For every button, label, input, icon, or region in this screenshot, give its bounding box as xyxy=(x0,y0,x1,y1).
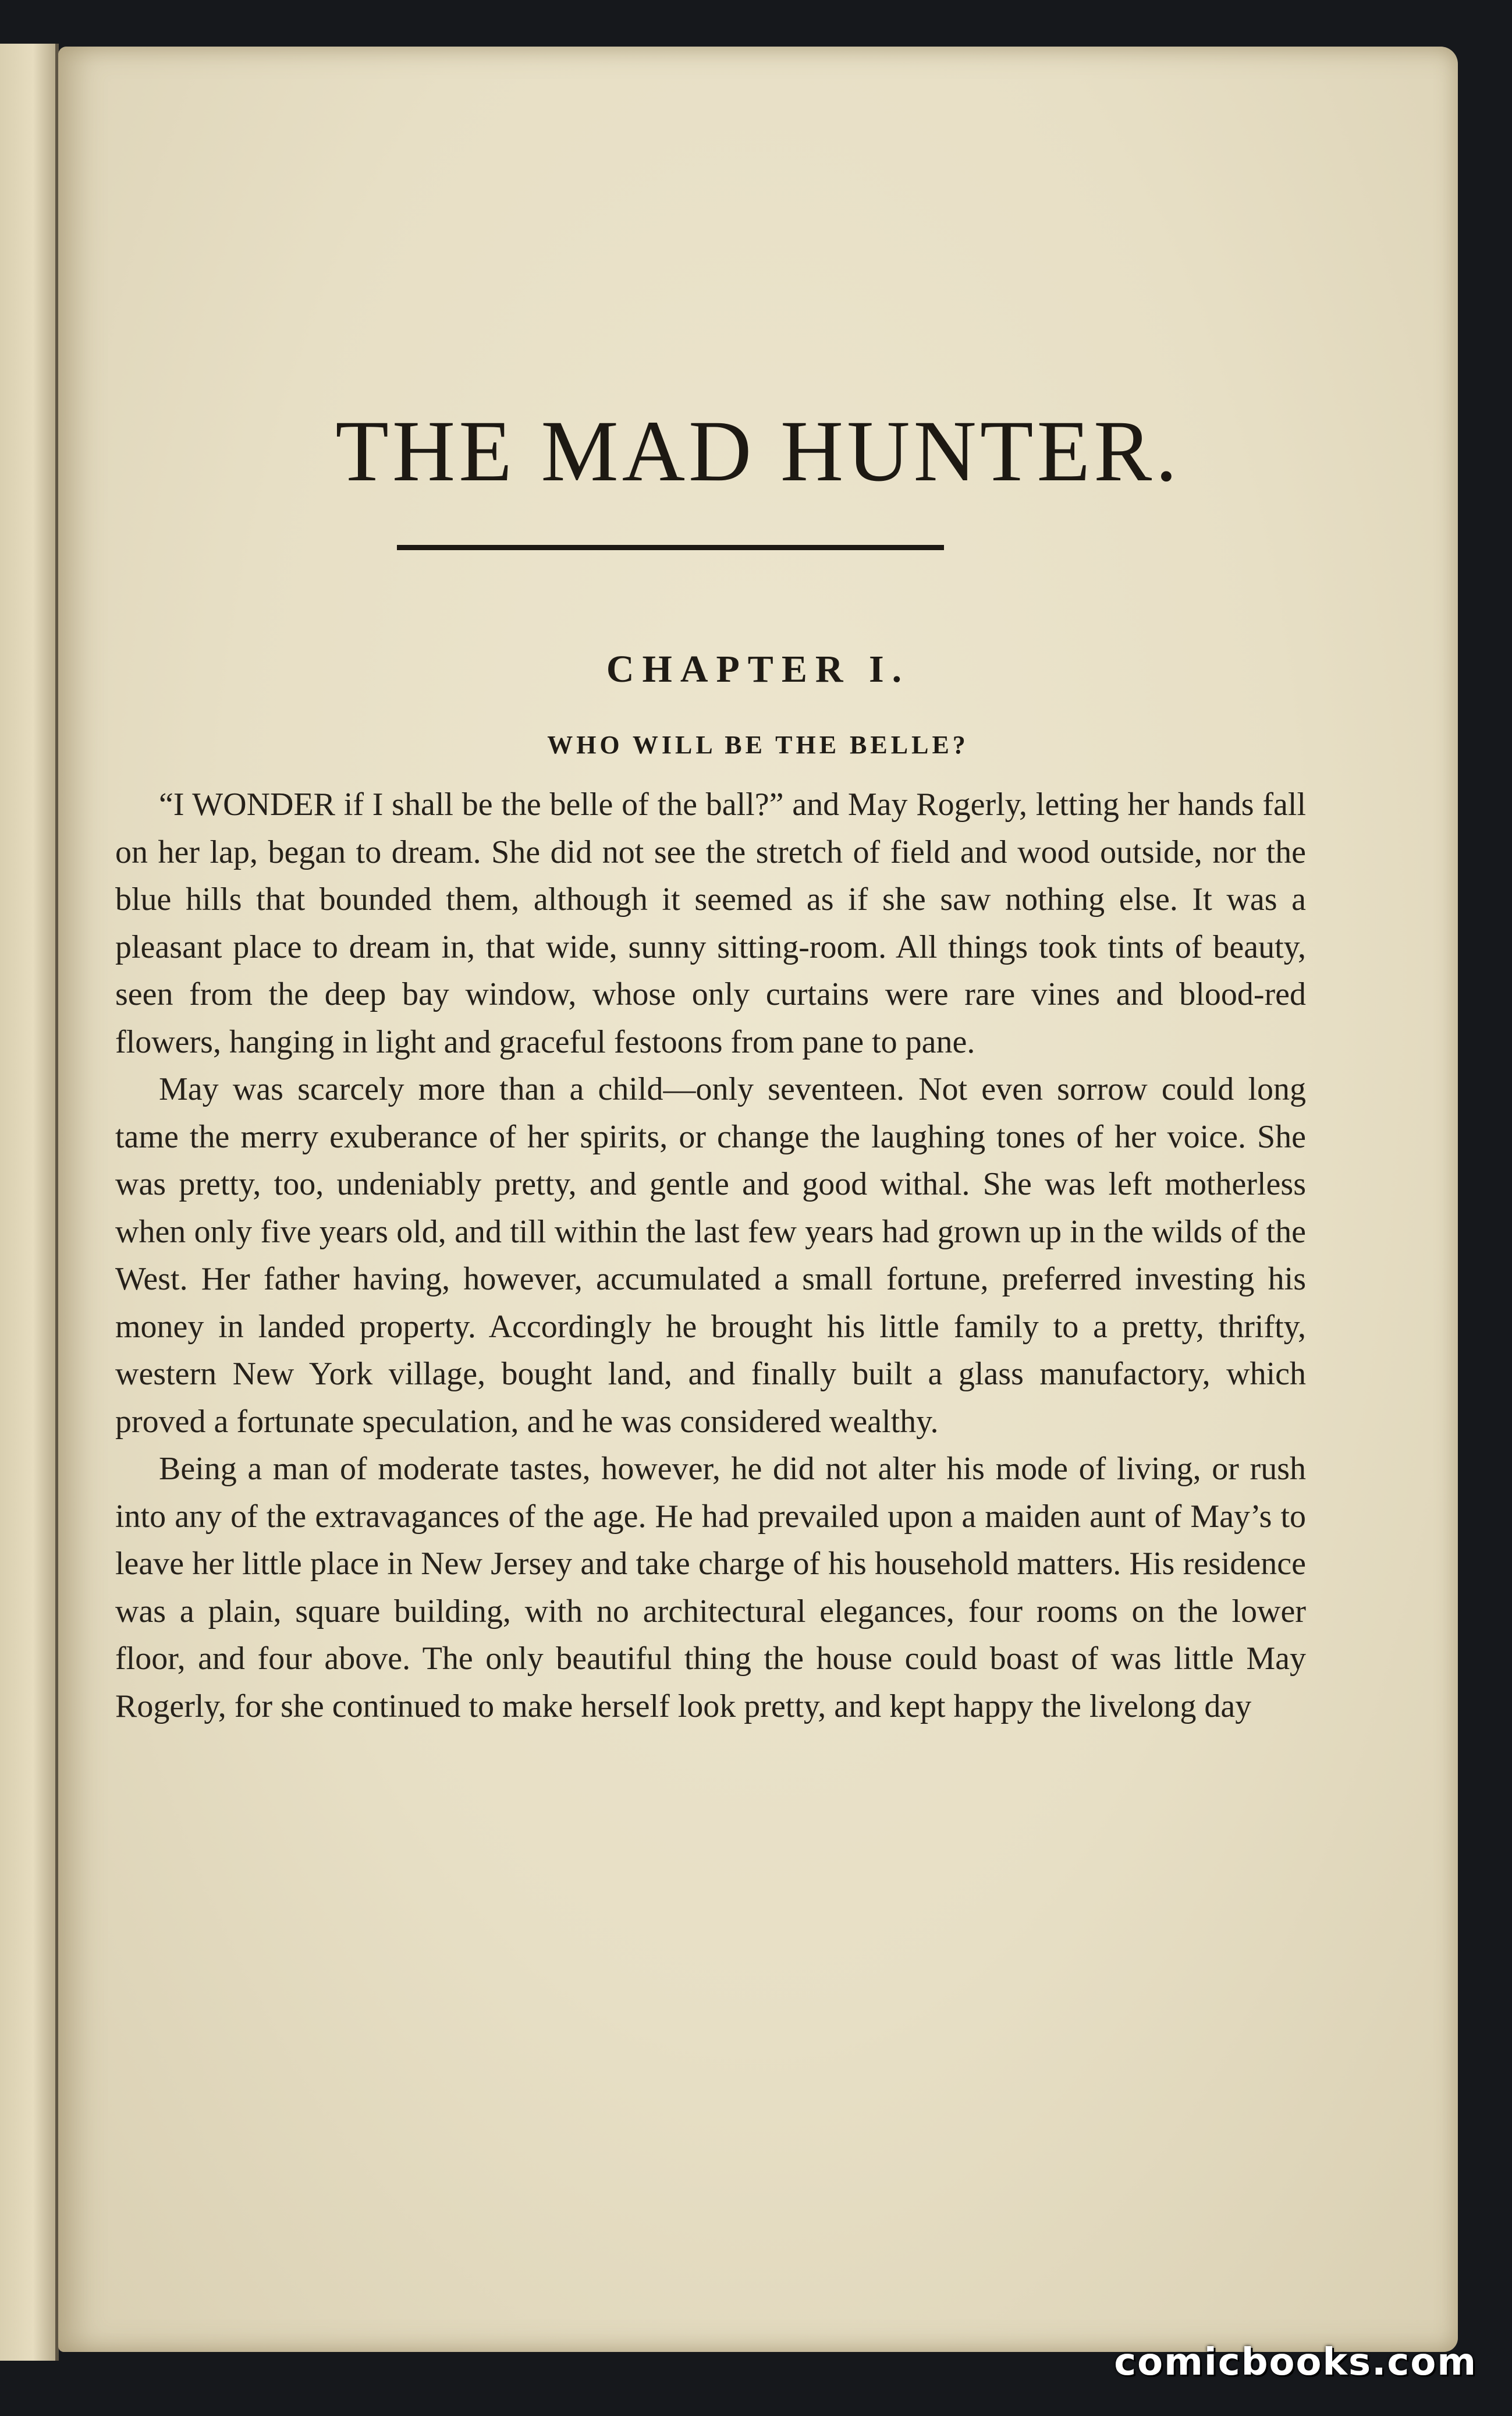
page-title: THE MAD HUNTER. xyxy=(335,403,1181,500)
book-page xyxy=(58,47,1458,2352)
body-text xyxy=(115,781,1306,1730)
watermark: comicbooks.com xyxy=(1114,2341,1477,2384)
facing-page-edge xyxy=(0,44,59,2361)
title-rule xyxy=(397,545,944,550)
paragraph-2: May was scarcely more than a child—only seventeen. Not even sorrow could long tame the merry exuberance of her spirits, or change the laughing tones of her voice. She was pretty, too, undeniably pretty, and gentle and good withal. She was left motherless when only five years old, and till within the last few years had grown up in the wilds of the West. Her father having, however, accumulated a small fortune, preferred investing his money in landed property. Accordingly he brought his little family to a pretty, thrifty, western New York village, bought land, and finally built a glass manufactory, which proved a fortunate speculation, and he was considered wealthy. xyxy=(115,1071,1306,1440)
chapter-subtitle: WHO WILL BE THE BELLE? xyxy=(547,731,969,759)
paragraph-3: Being a man of moderate tastes, however, he did not alter his mode of living, or rush into any of the extravagances of the age. He had prevailed upon a maiden aunt of May’s to leave her little place in New Jersey and take charge of his household matters. His residence was a plain, square building, with no architectural elegances, four rooms on the lower floor, and four above. The only beautiful thing the house could boast of was little May Rogerly, for she continued to make herself look pretty, and kept happy the livelong day xyxy=(115,1451,1306,1724)
paragraph-1: “I WONDER if I shall be the belle of the ball?” and May Rogerly, letting her hands fall on her lap, began to dream. She did not see the stretch of field and wood outside, nor the blue hills that bounded them, although it seemed as if she saw nothing else. It was a pleasant place to dream in, that wide, sunny sitting-room. All things took tints of beauty, seen from the deep bay window, whose only curtains were rare vines and blood-red flowers, hanging in light and graceful festoons from pane to pane. xyxy=(115,787,1306,1060)
chapter-heading: CHAPTER I. xyxy=(606,648,910,690)
